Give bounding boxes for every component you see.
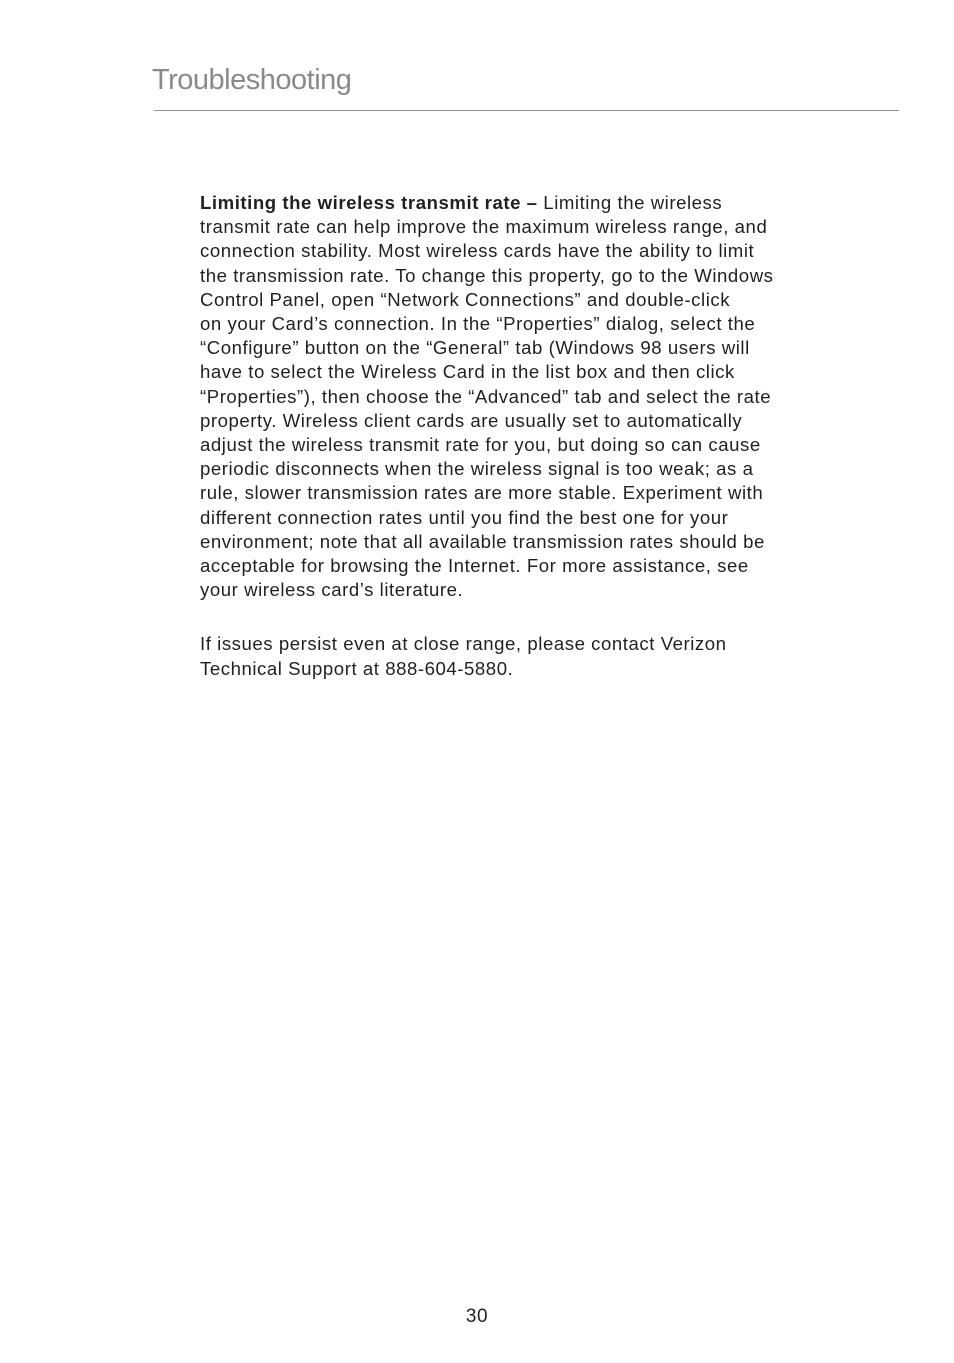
- text-line: on your Card’s connection. In the “Properties” dialog, select the: [200, 313, 756, 335]
- text-line: property. Wireless client cards are usually set to automatically: [200, 409, 743, 431]
- page-number: 30: [465, 1306, 489, 1327]
- text-line: periodic disconnects when the wireless signal is too weak; as a: [200, 458, 754, 480]
- text-line: “Configure” button on the “General” tab (Windows 98 users will: [200, 337, 750, 359]
- text-line: the transmission rate. To change this property, go to the Windows: [200, 264, 774, 286]
- text-line: adjust the wireless transmit rate for you, but doing so can cause: [200, 434, 761, 456]
- text-line: environment; note that all available transmission rates should be: [200, 530, 765, 552]
- text-line: your wireless card’s literature.: [200, 579, 464, 601]
- text-line: Control Panel, open “Network Connections” and double-click: [200, 288, 731, 310]
- section-title: Troubleshooting: [152, 64, 352, 96]
- paragraph-transmit-rate: [200, 191, 868, 602]
- text-line: have to select the Wireless Card in the list box and then click: [200, 361, 735, 383]
- text-line: transmit rate can help improve the maximum wireless range, and: [200, 216, 768, 238]
- text-line: “Properties”), then choose the “Advanced” tab and select the rate: [200, 385, 772, 407]
- paragraph-support-contact: [200, 632, 868, 680]
- text-line: If issues persist even at close range, please contact Verizon: [200, 633, 727, 655]
- header-divider: [154, 110, 899, 111]
- text-line: connection stability. Most wireless cards have the ability to limit: [200, 240, 755, 262]
- page-header: [152, 58, 900, 102]
- text-line: rule, slower transmission rates are more stable. Experiment with: [200, 482, 764, 504]
- text-line: Technical Support at 888-604-5880.: [200, 657, 514, 679]
- text-line: different connection rates until you find the best one for your: [200, 506, 729, 528]
- paragraph-lead-heading: Limiting the wireless transmit rate –: [200, 192, 538, 213]
- text-line: acceptable for browsing the Internet. For more assistance, see: [200, 555, 749, 577]
- text-line: Limiting the wireless: [543, 192, 723, 213]
- main-content: [200, 191, 868, 681]
